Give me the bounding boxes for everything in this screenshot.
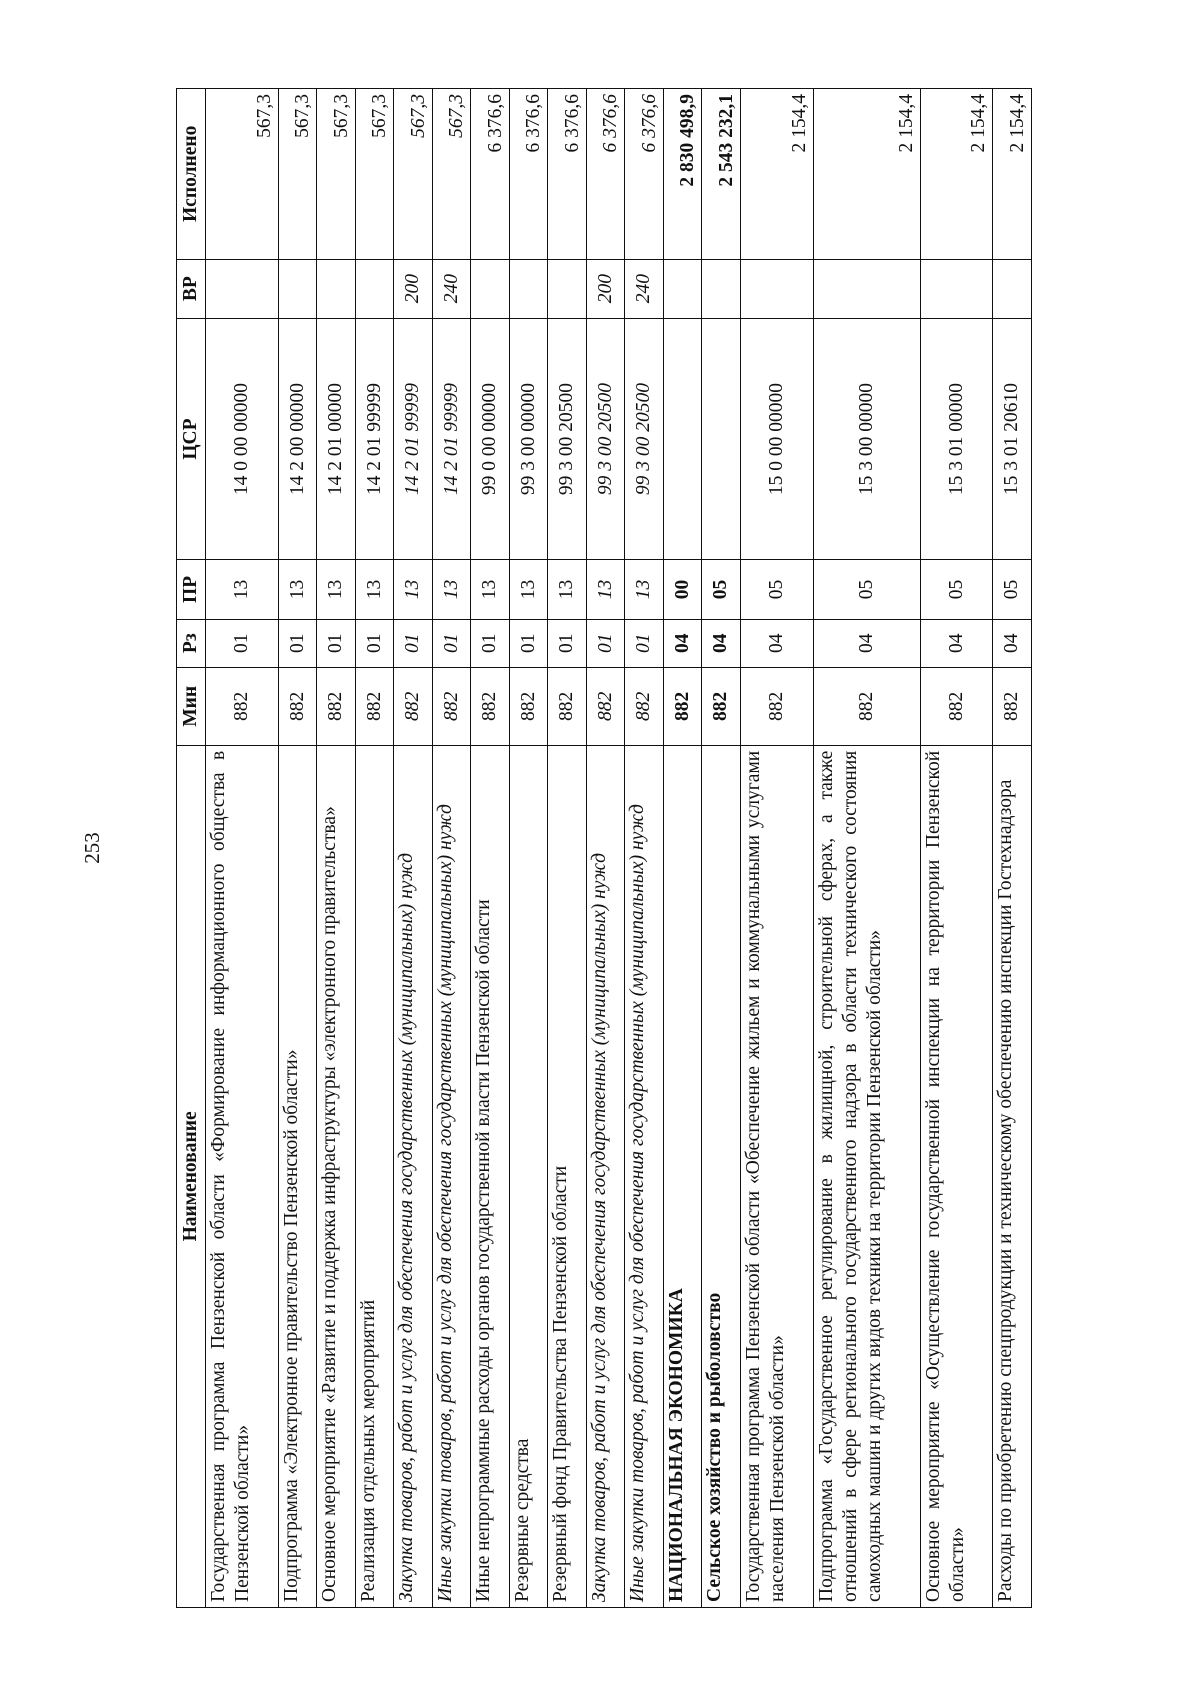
table-row	[625, 89, 664, 1608]
cell-vr	[206, 259, 279, 318]
cell-rz: 01	[471, 619, 510, 667]
cell-pr: 05	[993, 560, 1032, 619]
cell-pr: 13	[206, 560, 279, 619]
cell-name: Основное мероприятие «Осуществление государственной инспекции на территории Пензенской области»	[920, 745, 993, 1607]
cell-name: Расходы по приобретению спецпродукции и техническому обеспечению инспекции Гостехнадзора	[993, 745, 1032, 1607]
cell-csr: 14 2 01 99999	[432, 318, 471, 560]
cell-exec: 567,3	[278, 89, 317, 260]
cell-name: Закупка товаров, работ и услуг для обеспечения государственных (муниципальных) нужд	[394, 745, 433, 1607]
cell-name: Резервный фонд Правительства Пензенской области	[548, 745, 587, 1607]
table-row	[702, 89, 741, 1608]
cell-min: 882	[920, 667, 993, 745]
cell-exec: 6 376,6	[509, 89, 548, 260]
cell-pr: 05	[813, 560, 920, 619]
cell-rz: 01	[548, 619, 587, 667]
cell-exec: 6 376,6	[471, 89, 510, 260]
table-row	[206, 89, 279, 1608]
cell-min: 882	[432, 667, 471, 745]
cell-pr: 13	[278, 560, 317, 619]
cell-csr: 15 3 00 00000	[813, 318, 920, 560]
cell-rz: 01	[509, 619, 548, 667]
cell-vr	[663, 259, 702, 318]
cell-vr	[278, 259, 317, 318]
table-row	[317, 89, 356, 1608]
cell-rz: 01	[432, 619, 471, 667]
cell-exec: 2 543 232,1	[702, 89, 741, 260]
cell-name: Сельское хозяйство и рыболовство	[702, 745, 741, 1607]
cell-min: 882	[625, 667, 664, 745]
cell-name: Государственная программа Пензенской области «Обеспечение жильем и коммунальными услугами населения Пензенской области»	[740, 745, 813, 1607]
cell-csr: 99 3 00 00000	[509, 318, 548, 560]
table-header-row	[177, 89, 206, 1608]
cell-name: Иные закупки товаров, работ и услуг для обеспечения государственных (муниципальных) нужд	[625, 745, 664, 1607]
cell-rz: 01	[625, 619, 664, 667]
cell-name: Резервные средства	[509, 745, 548, 1607]
cell-csr: 15 3 01 20610	[993, 318, 1032, 560]
cell-pr: 13	[586, 560, 625, 619]
cell-min: 882	[317, 667, 356, 745]
header-min: Мин	[177, 667, 206, 745]
header-pr: ПР	[177, 560, 206, 619]
cell-rz: 01	[278, 619, 317, 667]
table-row	[993, 89, 1032, 1608]
cell-name: Иные непрограммные расходы органов государственной власти Пензенской области	[471, 745, 510, 1607]
cell-csr: 15 3 01 00000	[920, 318, 993, 560]
cell-exec: 567,3	[206, 89, 279, 260]
cell-exec: 2 154,4	[920, 89, 993, 260]
cell-csr: 99 3 00 20500	[548, 318, 587, 560]
cell-rz: 04	[702, 619, 741, 667]
cell-vr: 200	[586, 259, 625, 318]
cell-pr: 13	[432, 560, 471, 619]
cell-pr: 05	[740, 560, 813, 619]
cell-name: Подпрограмма «Электронное правительство Пензенской области»	[278, 745, 317, 1607]
cell-pr: 13	[394, 560, 433, 619]
cell-vr	[317, 259, 356, 318]
cell-vr	[471, 259, 510, 318]
cell-csr: 14 2 01 00000	[317, 318, 356, 560]
cell-name: Подпрограмма «Государственное регулирование в жилищной, строительной сферах, а также отношений в сфере регионального государственного надзора в области технического состояния самоходных машин и других видов техники на территории Пензенской области»	[813, 745, 920, 1607]
cell-vr: 200	[394, 259, 433, 318]
cell-vr: 240	[432, 259, 471, 318]
cell-exec: 567,3	[432, 89, 471, 260]
cell-exec: 567,3	[394, 89, 433, 260]
cell-pr: 13	[625, 560, 664, 619]
header-name: Наименование	[177, 745, 206, 1607]
cell-vr	[355, 259, 394, 318]
cell-rz: 01	[317, 619, 356, 667]
cell-csr: 14 0 00 00000	[206, 318, 279, 560]
cell-min: 882	[355, 667, 394, 745]
cell-csr: 99 0 00 00000	[471, 318, 510, 560]
cell-rz: 04	[663, 619, 702, 667]
cell-rz: 01	[206, 619, 279, 667]
rotated-table-container	[176, 88, 1032, 1608]
cell-pr: 00	[663, 560, 702, 619]
cell-pr: 13	[548, 560, 587, 619]
cell-min: 882	[663, 667, 702, 745]
cell-rz: 04	[920, 619, 993, 667]
cell-vr: 240	[625, 259, 664, 318]
table-row	[663, 89, 702, 1608]
cell-exec: 2 154,4	[993, 89, 1032, 260]
table-row	[471, 89, 510, 1608]
cell-csr: 14 2 00 00000	[278, 318, 317, 560]
cell-pr: 13	[471, 560, 510, 619]
cell-exec: 2 154,4	[813, 89, 920, 260]
table-row	[586, 89, 625, 1608]
table-row	[509, 89, 548, 1608]
cell-rz: 04	[813, 619, 920, 667]
cell-exec: 567,3	[355, 89, 394, 260]
cell-exec: 2 154,4	[740, 89, 813, 260]
cell-pr: 05	[702, 560, 741, 619]
cell-min: 882	[740, 667, 813, 745]
cell-exec: 6 376,6	[548, 89, 587, 260]
cell-pr: 05	[920, 560, 993, 619]
table-row	[278, 89, 317, 1608]
cell-rz: 01	[394, 619, 433, 667]
table-row	[740, 89, 813, 1608]
header-rz: Рз	[177, 619, 206, 667]
cell-vr	[509, 259, 548, 318]
header-csr: ЦСР	[177, 318, 206, 560]
cell-min: 882	[278, 667, 317, 745]
cell-rz: 04	[993, 619, 1032, 667]
cell-min: 882	[702, 667, 741, 745]
cell-vr	[740, 259, 813, 318]
cell-name: Иные закупки товаров, работ и услуг для обеспечения государственных (муниципальных) нужд	[432, 745, 471, 1607]
cell-vr	[993, 259, 1032, 318]
table-row	[813, 89, 920, 1608]
cell-min: 882	[206, 667, 279, 745]
table-row	[355, 89, 394, 1608]
cell-csr: 99 3 00 20500	[625, 318, 664, 560]
cell-csr: 14 2 01 99999	[355, 318, 394, 560]
budget-table	[176, 88, 1032, 1608]
cell-name: Основное мероприятие «Развитие и поддержка инфраструктуры «электронного правительства»	[317, 745, 356, 1607]
cell-vr	[813, 259, 920, 318]
cell-pr: 13	[509, 560, 548, 619]
cell-csr: 99 3 00 20500	[586, 318, 625, 560]
table-row	[394, 89, 433, 1608]
cell-min: 882	[471, 667, 510, 745]
header-exec: Исполнено	[177, 89, 206, 260]
cell-name: Государственная программа Пензенской области «Формирование информационного общества в Пензенской области»	[206, 745, 279, 1607]
cell-min: 882	[394, 667, 433, 745]
cell-min: 882	[813, 667, 920, 745]
cell-rz: 04	[740, 619, 813, 667]
cell-vr	[920, 259, 993, 318]
cell-exec: 6 376,6	[586, 89, 625, 260]
cell-pr: 13	[355, 560, 394, 619]
cell-pr: 13	[317, 560, 356, 619]
cell-vr	[702, 259, 741, 318]
cell-vr	[548, 259, 587, 318]
cell-rz: 01	[355, 619, 394, 667]
page-number-text: 253	[80, 832, 104, 864]
table-row	[432, 89, 471, 1608]
cell-csr: 15 0 00 00000	[740, 318, 813, 560]
cell-rz: 01	[586, 619, 625, 667]
cell-min: 882	[548, 667, 587, 745]
cell-exec: 567,3	[317, 89, 356, 260]
cell-csr	[702, 318, 741, 560]
cell-min: 882	[586, 667, 625, 745]
cell-exec: 2 830 498,9	[663, 89, 702, 260]
table-row	[548, 89, 587, 1608]
cell-min: 882	[509, 667, 548, 745]
cell-name: Реализация отдельных мероприятий	[355, 745, 394, 1607]
cell-min: 882	[993, 667, 1032, 745]
table-row	[920, 89, 993, 1608]
cell-csr	[663, 318, 702, 560]
cell-csr: 14 2 01 99999	[394, 318, 433, 560]
header-vr: ВР	[177, 259, 206, 318]
cell-name: НАЦИОНАЛЬНАЯ ЭКОНОМИКА	[663, 745, 702, 1607]
cell-name: Закупка товаров, работ и услуг для обеспечения государственных (муниципальных) нужд	[586, 745, 625, 1607]
cell-exec: 6 376,6	[625, 89, 664, 260]
